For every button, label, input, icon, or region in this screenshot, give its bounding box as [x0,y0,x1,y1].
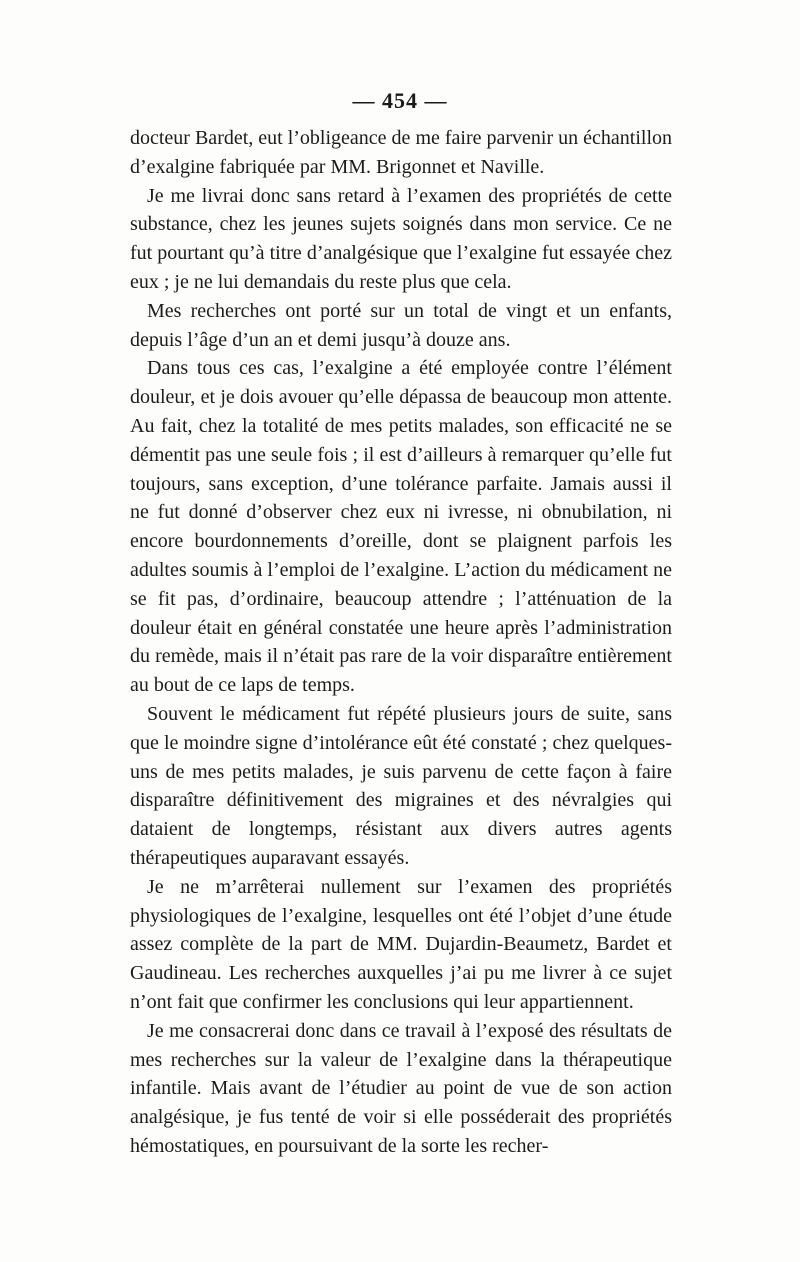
page-number: — 454 — [352,88,448,113]
paragraph-6: Je ne m’arrêterai nullement sur l’examen des propriétés physiologiques de l’exalgine, lesquelles ont été l’objet d’une étude assez complète de la part de MM. Dujardin-Beaumetz, Bardet et Gaudineau. Les recherches auxquelles j’ai pu me livrer à ce sujet n’ont fait que confirmer les conclusions qui leur appartiennent. [130,875,672,1013]
paragraph-4: Dans tous ces cas, l’exalgine a été employée contre l’élément douleur, et je dois avouer qu’elle dépassa de beaucoup mon attente. Au fait, chez la totalité de mes petits malades, son efficacité ne se démentit pas une seule fois ; il est d’ailleurs à remarquer qu’elle fut toujours, sans exception, d’une tolérance parfaite. Jamais aussi il ne fut donné d’observer chez eux ni ivresse, ni obnubilation, ni encore bourdonnements d’oreille, dont se plaignent parfois les adultes soumis à l’emploi de l’exalgine. L’action du médicament ne se fit pas, d’ordinaire, beaucoup attendre ; l’atténuation de la douleur était en général constatée une heure après l’administration du remède, mais il n’était pas rare de la voir disparaître entièrement au bout de ce laps de temps. [130,357,672,697]
body-text [130,124,672,1161]
paragraph-1: docteur Bardet, eut l’obligeance de me faire parvenir un échantillon d’exalgine fabriquée par MM. Brigonnet et Naville. [130,127,672,178]
paragraph-5: Souvent le médicament fut répété plusieurs jours de suite, sans que le moindre signe d’intolérance eût été constaté ; chez quelques-uns de mes petits malades, je suis parvenu de cette façon à faire disparaître définitivement des migraines et des névralgies qui dataient de longtemps, résistant aux divers autres agents thérapeutiques auparavant essayés. [130,702,672,869]
paragraph-2: Je me livrai donc sans retard à l’examen des propriétés de cette substance, chez les jeunes sujets soignés dans mon service. Ce ne fut pourtant qu’à titre d’analgésique que l’exalgine fut essayée chez eux ; je ne lui demandais du reste plus que cela. [130,184,672,293]
paragraph-3: Mes recherches ont porté sur un total de vingt et un enfants, depuis l’âge d’un an et demi jusqu’à douze ans. [130,299,672,351]
paragraph-7: Je me consacrerai donc dans ce travail à l’exposé des résultats de mes recherches sur la valeur de l’exalgine dans la thérapeutique infantile. Mais avant de l’étudier au point de vue de son action analgésique, je fus tenté de voir si elle posséderait des propriétés hémostatiques, en poursuivant de la sorte les recher- [130,1019,672,1157]
